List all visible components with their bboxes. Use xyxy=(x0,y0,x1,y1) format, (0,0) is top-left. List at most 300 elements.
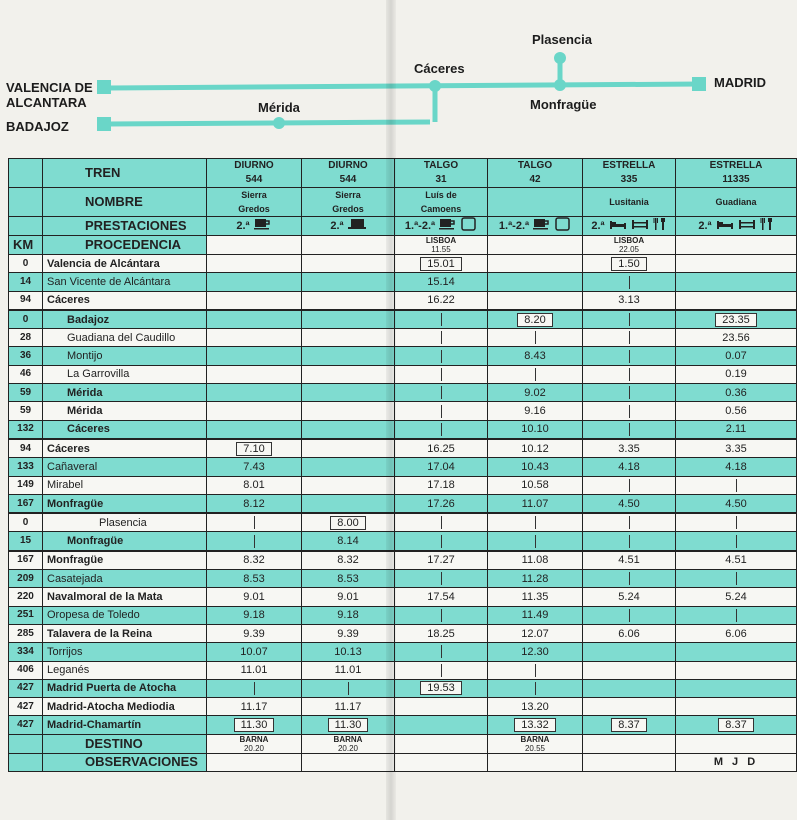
train-origin-3 xyxy=(488,236,583,255)
pass-through-line xyxy=(736,572,737,585)
time-cell: 5.24 xyxy=(583,588,676,606)
pass-through-line xyxy=(441,535,442,548)
train-services-5 xyxy=(676,217,797,236)
dest-name: BARNA xyxy=(520,734,550,744)
pass-through-line xyxy=(254,682,255,695)
km-cell: 94 xyxy=(9,439,43,458)
time-cell xyxy=(207,716,302,734)
time-cell xyxy=(488,310,583,329)
row-observaciones xyxy=(9,753,797,771)
station-name: Oropesa de Toledo xyxy=(43,606,207,624)
time-cell xyxy=(488,532,583,551)
time-cell: 11.01 xyxy=(207,661,302,679)
time-cell: 4.18 xyxy=(676,458,797,476)
row-prestaciones xyxy=(9,217,797,236)
table-row xyxy=(9,624,797,642)
boxed-time: 15.01 xyxy=(420,257,462,271)
time-cell: 4.18 xyxy=(583,458,676,476)
pass-through-line xyxy=(736,479,737,492)
train-dest-2 xyxy=(395,734,488,753)
time-cell: 4.51 xyxy=(583,551,676,570)
time-cell: 5.24 xyxy=(676,588,797,606)
pass-through-line xyxy=(441,572,442,585)
couchette-icon xyxy=(631,218,649,234)
km-cell: 167 xyxy=(9,494,43,513)
time-cell xyxy=(583,698,676,716)
time-cell: 3.35 xyxy=(676,439,797,458)
station-name: Mirabel xyxy=(43,476,207,494)
time-cell xyxy=(207,273,302,291)
time-cell xyxy=(583,679,676,697)
time-cell xyxy=(207,291,302,310)
time-cell: 12.30 xyxy=(488,643,583,661)
time-cell xyxy=(395,606,488,624)
station-name: Guadiana del Caudillo xyxy=(43,329,207,347)
station-name: Cañaveral xyxy=(43,458,207,476)
km-cell: 46 xyxy=(9,365,43,383)
boxed-time: 23.35 xyxy=(715,313,757,327)
time-cell xyxy=(583,606,676,624)
km-cell: 15 xyxy=(9,532,43,551)
time-cell xyxy=(676,716,797,734)
time-cell xyxy=(676,273,797,291)
km-cell: 132 xyxy=(9,420,43,439)
table-row xyxy=(9,329,797,347)
time-cell xyxy=(488,365,583,383)
train-number: 335 xyxy=(620,174,638,185)
train-obs-5: M J D xyxy=(676,753,797,771)
train-obs-1 xyxy=(302,753,395,771)
time-cell: 7.43 xyxy=(207,458,302,476)
station-name: Leganés xyxy=(43,661,207,679)
time-cell xyxy=(395,532,488,551)
boxed-time: 8.37 xyxy=(611,718,646,732)
time-cell xyxy=(207,384,302,402)
km-cell: 133 xyxy=(9,458,43,476)
time-cell: 9.02 xyxy=(488,384,583,402)
time-cell xyxy=(207,532,302,551)
train-class: 2.ª xyxy=(330,219,344,232)
train-services-4 xyxy=(583,217,676,236)
km-cell: 0 xyxy=(9,513,43,532)
table-row xyxy=(9,698,797,716)
cup-icon xyxy=(533,218,551,234)
train-origin-2 xyxy=(395,236,488,255)
time-cell xyxy=(676,532,797,551)
station-name: Navalmoral de la Mata xyxy=(43,588,207,606)
time-cell xyxy=(302,365,395,383)
nombre-label: NOMBRE xyxy=(43,188,207,217)
time-cell: 18.25 xyxy=(395,624,488,642)
table-row xyxy=(9,365,797,383)
time-cell: 11.08 xyxy=(488,551,583,570)
seat-icon xyxy=(461,217,477,235)
plasencia-node xyxy=(554,52,566,64)
km-cell: 427 xyxy=(9,698,43,716)
cutlery-icon xyxy=(653,217,667,235)
cutlery-icon xyxy=(760,217,774,235)
pass-through-line xyxy=(736,609,737,622)
station-name: Cáceres xyxy=(43,291,207,310)
time-cell xyxy=(583,570,676,588)
time-cell xyxy=(302,273,395,291)
bed-icon xyxy=(716,218,734,234)
map-label-monfrague: Monfragüe xyxy=(530,97,597,112)
train-origin-1 xyxy=(302,236,395,255)
time-cell: 8.14 xyxy=(302,532,395,551)
time-cell: 9.16 xyxy=(488,402,583,420)
station-name: Valencia de Alcántara xyxy=(43,255,207,273)
time-cell xyxy=(583,310,676,329)
pass-through-line xyxy=(629,423,630,436)
time-cell xyxy=(583,402,676,420)
time-cell: 6.06 xyxy=(676,624,797,642)
prestaciones-label: PRESTACIONES xyxy=(43,217,207,236)
time-cell: 11.01 xyxy=(302,661,395,679)
train-class: 1.ª-2.ª xyxy=(404,219,436,232)
pass-through-line xyxy=(441,350,442,363)
origin-time: 11.55 xyxy=(431,245,451,254)
time-cell xyxy=(395,513,488,532)
destino-km xyxy=(9,734,43,753)
time-cell: 8.32 xyxy=(302,551,395,570)
time-cell xyxy=(207,439,302,458)
time-cell: 17.27 xyxy=(395,551,488,570)
time-cell: 10.07 xyxy=(207,643,302,661)
time-cell: 0.56 xyxy=(676,402,797,420)
time-cell xyxy=(302,255,395,273)
km-cell: 334 xyxy=(9,643,43,661)
table-row xyxy=(9,402,797,420)
madrid-node xyxy=(692,77,706,91)
boxed-time: 8.00 xyxy=(330,516,365,530)
time-cell xyxy=(676,661,797,679)
train-services-1 xyxy=(302,217,395,236)
km-cell: 0 xyxy=(9,255,43,273)
time-cell xyxy=(676,476,797,494)
route-lines xyxy=(0,0,797,160)
origin-time: 22.05 xyxy=(618,245,640,254)
time-cell xyxy=(583,476,676,494)
km-cell: 427 xyxy=(9,716,43,734)
time-cell: 10.10 xyxy=(488,420,583,439)
time-cell: 11.17 xyxy=(302,698,395,716)
cup-icon xyxy=(439,218,457,234)
train-name-2 xyxy=(395,188,488,217)
train-type: DIURNO xyxy=(234,160,274,171)
time-cell xyxy=(395,402,488,420)
station-name: Mérida xyxy=(43,384,207,402)
table-row xyxy=(9,532,797,551)
procedencia-label: PROCEDENCIA xyxy=(43,236,207,255)
pass-through-line xyxy=(441,609,442,622)
train-obs-0 xyxy=(207,753,302,771)
dest-time: 20.20 xyxy=(243,743,265,753)
km-cell: 220 xyxy=(9,588,43,606)
time-cell xyxy=(302,329,395,347)
time-cell xyxy=(488,329,583,347)
time-cell xyxy=(583,365,676,383)
pass-through-line xyxy=(254,535,255,548)
train-name-text: Luís de Camoens xyxy=(420,190,462,214)
station-name: Talavera de la Reina xyxy=(43,624,207,642)
time-cell xyxy=(583,513,676,532)
table-row xyxy=(9,643,797,661)
pass-through-line xyxy=(629,386,630,399)
time-cell xyxy=(488,661,583,679)
train-header-5 xyxy=(676,159,797,188)
pass-through-line xyxy=(629,331,630,344)
time-cell xyxy=(583,329,676,347)
time-cell: 15.14 xyxy=(395,273,488,291)
time-cell xyxy=(302,420,395,439)
table-row xyxy=(9,273,797,291)
pass-through-line xyxy=(535,682,536,695)
time-cell xyxy=(395,420,488,439)
time-cell xyxy=(207,329,302,347)
pass-through-line xyxy=(629,313,630,326)
time-cell xyxy=(395,661,488,679)
table-row xyxy=(9,494,797,513)
tray-icon xyxy=(348,218,366,234)
boxed-time: 1.50 xyxy=(611,257,646,271)
map-label-badajoz: BADAJOZ xyxy=(6,119,69,134)
table-row xyxy=(9,588,797,606)
dest-time: 20.20 xyxy=(337,743,359,753)
train-type: TALGO xyxy=(517,160,553,171)
station-name: Madrid Puerta de Atocha xyxy=(43,679,207,697)
time-cell xyxy=(395,643,488,661)
time-cell: 8.32 xyxy=(207,551,302,570)
time-cell: 9.18 xyxy=(207,606,302,624)
time-cell: 11.07 xyxy=(488,494,583,513)
time-cell xyxy=(207,420,302,439)
train-name-text: Lusitania xyxy=(609,197,649,207)
train-header-4 xyxy=(583,159,676,188)
station-name: Cáceres xyxy=(43,420,207,439)
pass-through-line xyxy=(629,276,630,289)
time-cell: 10.12 xyxy=(488,439,583,458)
time-cell: 8.43 xyxy=(488,347,583,365)
table-row xyxy=(9,439,797,458)
pass-through-line xyxy=(535,516,536,529)
table-row xyxy=(9,476,797,494)
train-name-4 xyxy=(583,188,676,217)
table-row xyxy=(9,570,797,588)
map-label-plasencia: Plasencia xyxy=(532,32,592,47)
time-cell: 0.19 xyxy=(676,365,797,383)
monfrague-node xyxy=(554,79,566,91)
train-dest-0 xyxy=(207,734,302,753)
table-row xyxy=(9,513,797,532)
time-cell xyxy=(302,384,395,402)
time-cell xyxy=(207,347,302,365)
table-row xyxy=(9,420,797,439)
time-cell: 17.26 xyxy=(395,494,488,513)
time-cell: 16.25 xyxy=(395,439,488,458)
timetable xyxy=(8,158,797,772)
station-name: Torrijos xyxy=(43,643,207,661)
time-cell xyxy=(583,661,676,679)
pass-through-line xyxy=(441,386,442,399)
time-cell xyxy=(207,513,302,532)
train-dest-1 xyxy=(302,734,395,753)
time-cell xyxy=(583,273,676,291)
km-cell: 427 xyxy=(9,679,43,697)
table-row xyxy=(9,458,797,476)
time-cell xyxy=(207,255,302,273)
time-cell: 11.49 xyxy=(488,606,583,624)
table-row xyxy=(9,255,797,273)
destino-label: DESTINO xyxy=(43,734,207,753)
train-name-1 xyxy=(302,188,395,217)
train-services-3 xyxy=(488,217,583,236)
pass-through-line xyxy=(441,645,442,658)
time-cell: 8.12 xyxy=(207,494,302,513)
pass-through-line xyxy=(629,479,630,492)
time-cell: 3.13 xyxy=(583,291,676,310)
table-row xyxy=(9,716,797,734)
km-cell: 36 xyxy=(9,347,43,365)
station-name: Mérida xyxy=(43,402,207,420)
train-name-text: Sierra Gredos xyxy=(238,190,270,214)
time-cell: 0.36 xyxy=(676,384,797,402)
time-cell xyxy=(488,716,583,734)
table-row xyxy=(9,310,797,329)
time-cell xyxy=(583,420,676,439)
table-row xyxy=(9,606,797,624)
km-cell: 406 xyxy=(9,661,43,679)
time-cell: 0.07 xyxy=(676,347,797,365)
train-name-3 xyxy=(488,188,583,217)
km-cell: 149 xyxy=(9,476,43,494)
train-number: 31 xyxy=(435,174,447,185)
station-name: La Garrovilla xyxy=(43,365,207,383)
km-cell: 167 xyxy=(9,551,43,570)
train-name-text: Guadiana xyxy=(715,197,757,207)
table-row xyxy=(9,384,797,402)
origin-name: LISBOA xyxy=(425,236,457,245)
time-cell: 16.22 xyxy=(395,291,488,310)
tren-label: TREN xyxy=(43,159,207,188)
train-dest-5 xyxy=(676,734,797,753)
train-header-3 xyxy=(488,159,583,188)
pass-through-line xyxy=(254,516,255,529)
time-cell xyxy=(583,347,676,365)
time-cell xyxy=(302,679,395,697)
km-cell: 209 xyxy=(9,570,43,588)
page-fold xyxy=(386,0,396,820)
time-cell xyxy=(302,402,395,420)
time-cell: 8.01 xyxy=(207,476,302,494)
time-cell xyxy=(302,347,395,365)
caceres-node xyxy=(429,80,441,92)
time-cell xyxy=(395,384,488,402)
train-class: 2.ª xyxy=(698,219,712,232)
time-cell xyxy=(207,365,302,383)
station-name: San Vicente de Alcántara xyxy=(43,273,207,291)
train-obs-3 xyxy=(488,753,583,771)
map-label-madrid: MADRID xyxy=(714,75,766,90)
time-cell: 10.43 xyxy=(488,458,583,476)
train-obs-2 xyxy=(395,753,488,771)
train-number: 544 xyxy=(245,174,263,185)
train-type: DIURNO xyxy=(328,160,368,171)
pass-through-line xyxy=(535,331,536,344)
time-cell xyxy=(488,513,583,532)
pass-through-line xyxy=(629,535,630,548)
train-class: 2.ª xyxy=(236,219,250,232)
pass-through-line xyxy=(629,368,630,381)
time-cell xyxy=(395,255,488,273)
train-origin-5 xyxy=(676,236,797,255)
station-name: Monfragüe xyxy=(43,494,207,513)
merida-node xyxy=(273,117,285,129)
pass-through-line xyxy=(441,331,442,344)
row-nombre xyxy=(9,188,797,217)
boxed-time: 11.30 xyxy=(234,718,275,732)
train-name-text: Sierra Gredos xyxy=(332,190,364,214)
time-cell xyxy=(395,698,488,716)
obs-km xyxy=(9,753,43,771)
time-cell: 9.39 xyxy=(207,624,302,642)
time-cell: 9.01 xyxy=(302,588,395,606)
time-cell xyxy=(302,310,395,329)
train-name-0 xyxy=(207,188,302,217)
time-cell: 9.18 xyxy=(302,606,395,624)
time-cell xyxy=(583,716,676,734)
time-cell xyxy=(583,384,676,402)
train-name-5 xyxy=(676,188,797,217)
time-cell: 3.35 xyxy=(583,439,676,458)
km-cell: 94 xyxy=(9,291,43,310)
seat-icon xyxy=(555,217,571,235)
station-name: Monfragüe xyxy=(43,551,207,570)
time-cell xyxy=(676,698,797,716)
train-origin-4 xyxy=(583,236,676,255)
pass-through-line xyxy=(629,572,630,585)
train-class: 1.ª-2.ª xyxy=(498,219,530,232)
time-cell: 11.17 xyxy=(207,698,302,716)
time-cell xyxy=(207,679,302,697)
time-cell xyxy=(488,291,583,310)
pass-through-line xyxy=(441,313,442,326)
train-header-0 xyxy=(207,159,302,188)
time-cell xyxy=(676,679,797,697)
bed-icon xyxy=(609,218,627,234)
row-procedencia xyxy=(9,236,797,255)
time-cell: 13.20 xyxy=(488,698,583,716)
boxed-time: 11.30 xyxy=(328,718,369,732)
time-cell xyxy=(676,606,797,624)
time-cell: 23.56 xyxy=(676,329,797,347)
time-cell: 4.50 xyxy=(583,494,676,513)
time-cell: 8.53 xyxy=(207,570,302,588)
train-number: 11335 xyxy=(722,174,750,185)
train-services-0 xyxy=(207,217,302,236)
time-cell xyxy=(676,291,797,310)
observaciones-label: OBSERVACIONES xyxy=(43,753,207,771)
dest-name: BARNA xyxy=(239,734,269,744)
station-name: Madrid-Chamartín xyxy=(43,716,207,734)
pass-through-line xyxy=(535,368,536,381)
time-cell xyxy=(583,532,676,551)
couchette-icon xyxy=(738,218,756,234)
dest-name: BARNA xyxy=(333,734,363,744)
table-row xyxy=(9,661,797,679)
pass-through-line xyxy=(441,516,442,529)
pass-through-line xyxy=(441,664,442,677)
